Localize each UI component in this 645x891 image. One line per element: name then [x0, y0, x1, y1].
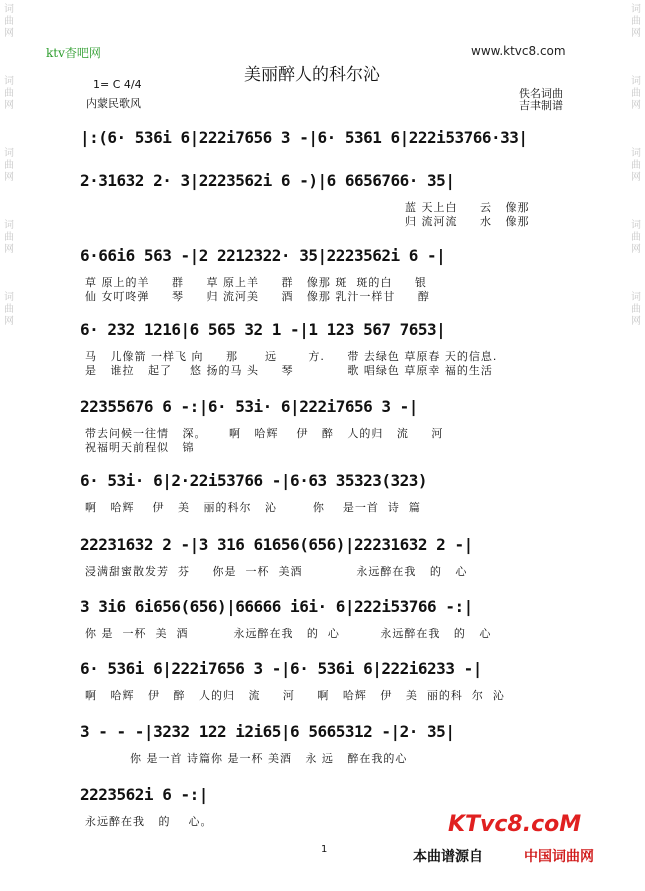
side-glyph: 词 [631, 220, 641, 231]
lyric-line: 归 流河流 水 像那 [405, 215, 530, 228]
side-glyph: 词 [631, 292, 641, 303]
site-url[interactable]: www.ktvc8.com [471, 44, 566, 58]
lyric-line: 草 原上的羊 群 草 原上羊 群 像那 斑 斑的白 银 [85, 276, 427, 289]
side-glyph: 词 [4, 4, 14, 15]
song-style: 内蒙民歌风 [86, 97, 141, 110]
lyric-line: 仙 女叮咚弹 琴 归 流河美 酒 像那 乳汁一样甘 醇 [85, 290, 430, 303]
notation-line: |:(6· 536i 6|222i7656 3 -|6· 5361 6|222i53766·33| [80, 128, 528, 147]
notation-line: 6· 536i 6|222i7656 3 -|6· 536i 6|222i6233 -| [80, 659, 482, 678]
side-glyph: 词 [631, 148, 641, 159]
lyric-line: 你 是 一杯 美 酒 永远醉在我 的 心 永远醉在我 的 心 [85, 627, 492, 640]
page-number: 1 [321, 844, 328, 855]
side-watermark-left [0, 0, 18, 891]
side-glyph: 词 [4, 148, 14, 159]
lyric-line: 马 儿像箭 一样飞 向 那 远 方. 带 去绿色 草原春 天的信息. [85, 350, 498, 363]
lyric-line: 祝福明天前程似 锦 [85, 441, 195, 454]
side-glyph: 网 [631, 28, 641, 39]
side-glyph: 网 [4, 172, 14, 183]
watermark-logo: KTvc8.coM [448, 812, 582, 837]
notation-line: 3 - - -|3232 122 i2i65|6 5665312 -|2· 35| [80, 722, 455, 741]
side-glyph: 词 [631, 4, 641, 15]
notation-line: 6·66i6 563 -|2 2212322· 35|2223562i 6 -| [80, 246, 446, 265]
notation-line: 22355676 6 -:|6· 53i· 6|222i7656 3 -| [80, 397, 418, 416]
side-glyph: 曲 [4, 160, 14, 171]
source-label: 本曲谱源自 [413, 849, 483, 865]
side-glyph: 曲 [631, 160, 641, 171]
song-title: 美丽醉人的科尔沁 [244, 65, 380, 85]
arranger-credit: 吉聿制谱 [519, 99, 563, 112]
side-glyph: 词 [4, 76, 14, 87]
side-glyph: 曲 [4, 16, 14, 27]
notation-line: 6· 232 1216|6 565 32 1 -|1 123 567 7653| [80, 320, 446, 339]
lyric-line: 啊 哈辉 伊 醉 人的归 流 河 啊 哈辉 伊 美 丽的科 尔 沁 [85, 689, 505, 702]
side-watermark-right [627, 0, 645, 891]
notation-line: 6· 53i· 6|2·22i53766 -|6·63 35323(323) [80, 471, 428, 490]
side-glyph: 曲 [631, 304, 641, 315]
side-glyph: 曲 [4, 88, 14, 99]
lyric-line: 是 谁拉 起了 悠 扬的马 头 琴 歌 唱绿色 草原幸 福的生活 [85, 364, 493, 377]
side-glyph: 词 [4, 292, 14, 303]
notation-line: 2223562i 6 -:| [80, 785, 208, 804]
lyric-line: 永远醉在我 的 心。 [85, 815, 213, 828]
side-glyph: 曲 [631, 16, 641, 27]
side-glyph: 词 [631, 76, 641, 87]
lyricist-credit: 佚名词曲 [519, 87, 563, 100]
side-glyph: 曲 [631, 88, 641, 99]
side-glyph: 网 [631, 244, 641, 255]
side-glyph: 网 [4, 28, 14, 39]
side-glyph: 网 [631, 172, 641, 183]
notation-line: 22231632 2 -|3 316 61656(656)|22231632 2 -| [80, 535, 473, 554]
lyric-line: 蓝 天上白 云 像那 [405, 201, 530, 214]
lyric-line: 你 是一首 诗篇你 是一杯 美酒 永 远 醉在我的心 [85, 752, 408, 765]
side-glyph: 曲 [4, 304, 14, 315]
lyric-line: 啊 哈辉 伊 美 丽的科尔 沁 你 是一首 诗 篇 [85, 501, 421, 514]
side-glyph: 曲 [631, 232, 641, 243]
notation-line: 3 3i6 6i656(656)|66666 i6i· 6|222i53766 -:| [80, 597, 473, 616]
side-glyph: 网 [4, 244, 14, 255]
notation-line: 2·31632 2· 3|2223562i 6 -)|6 6656766· 35| [80, 171, 455, 190]
side-glyph: 词 [4, 220, 14, 231]
side-glyph: 网 [631, 100, 641, 111]
source-site[interactable]: 中国词曲网 [524, 849, 594, 865]
side-glyph: 曲 [4, 232, 14, 243]
site-logo[interactable]: ktv杳吧网 [46, 46, 101, 60]
lyric-line: 浸满甜蜜散发芳 芬 你是 一杯 美酒 永远醉在我 的 心 [85, 565, 468, 578]
side-glyph: 网 [4, 100, 14, 111]
side-glyph: 网 [631, 316, 641, 327]
side-glyph: 网 [4, 316, 14, 327]
lyric-line: 带去问候一往情 深。 啊 哈辉 伊 醉 人的归 流 河 [85, 427, 444, 440]
key-signature: 1= C 4/4 [93, 78, 142, 91]
